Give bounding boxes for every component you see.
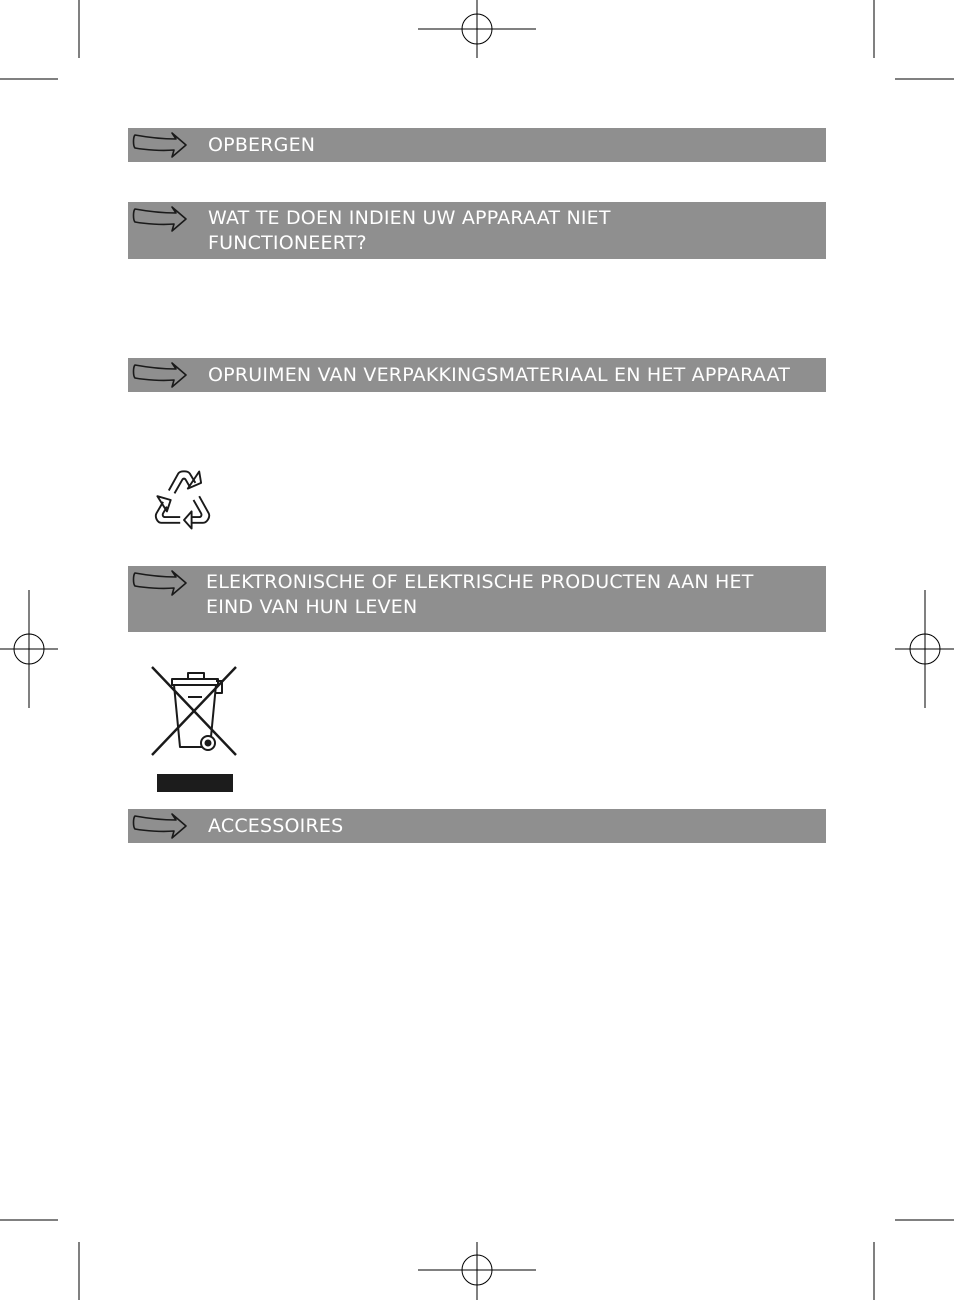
weee-solid-bar: [157, 774, 233, 792]
section-title-line-1: WAT TE DOEN INDIEN UW APPARAAT NIET: [208, 207, 611, 229]
section-header-storage: [128, 128, 826, 162]
section-header-disposal: [128, 358, 826, 392]
hand-drawn-arrow-icon: [132, 130, 188, 160]
section-header-accessories: [128, 809, 826, 843]
section-title-line-2: FUNCTIONEERT?: [208, 232, 367, 254]
hand-drawn-arrow-icon: [132, 360, 188, 390]
section-title: OPRUIMEN VAN VERPAKKINGSMATERIAAL EN HET APPARAAT: [208, 364, 791, 386]
hand-drawn-arrow-icon: [132, 568, 188, 598]
recycle-icon: [146, 462, 222, 538]
section-header-weee: [128, 566, 826, 632]
section-title-line-2: EIND VAN HUN LEVEN: [206, 596, 418, 618]
hand-drawn-arrow-icon: [132, 811, 188, 841]
section-title: OPBERGEN: [208, 134, 316, 156]
section-title-line-1: ELEKTRONISCHE OF ELEKTRISCHE PRODUCTEN AAN HET: [206, 571, 754, 593]
section-header-troubleshooting: [128, 202, 826, 259]
hand-drawn-arrow-icon: [132, 204, 188, 234]
section-title: ACCESSOIRES: [208, 815, 344, 837]
crossed-out-wheelie-bin-icon: [148, 663, 240, 759]
